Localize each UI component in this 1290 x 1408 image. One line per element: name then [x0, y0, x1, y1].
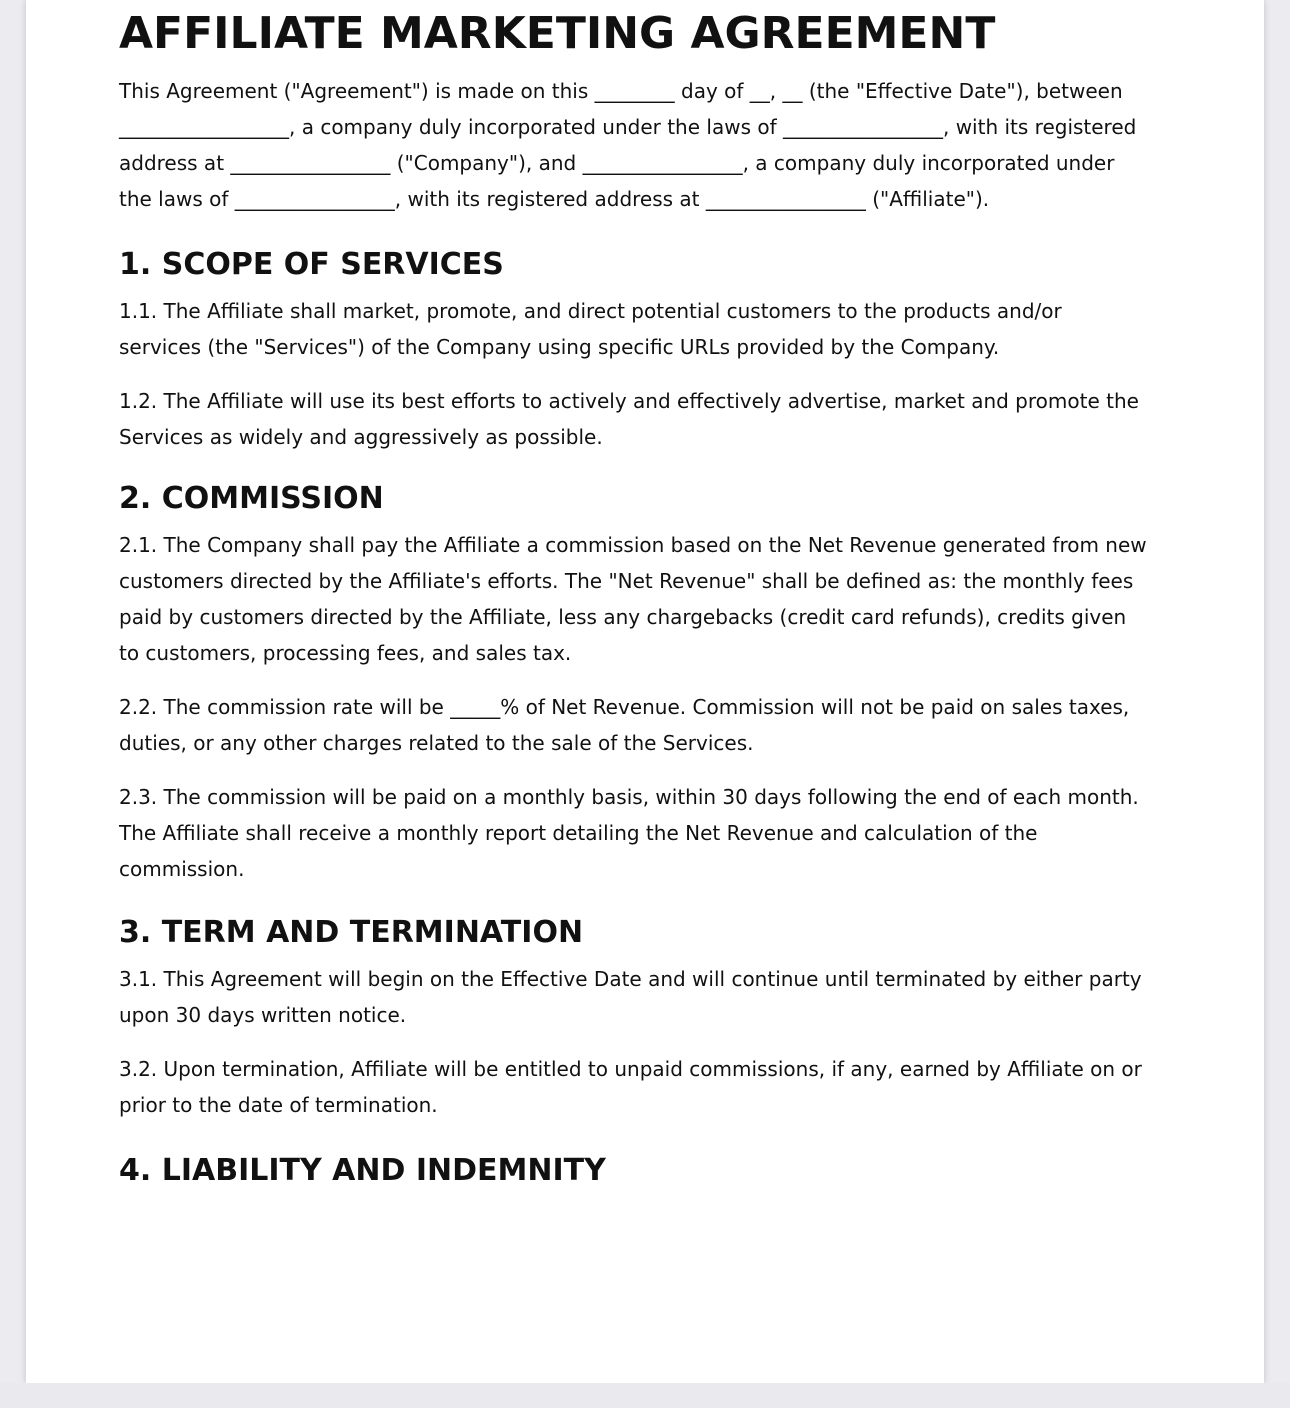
- document-content: [119, 0, 1149, 1189]
- section-heading-scope: 1. SCOPE OF SERVICES: [119, 247, 504, 282]
- document-page: [26, 0, 1264, 1383]
- clause-1-2: 1.2. The Affiliate will use its best efforts to actively and effectively advertise, market and promote the Services as widely and aggressively as possible.: [119, 389, 1139, 449]
- page-gap: [0, 1383, 1290, 1408]
- section-heading-commission: 2. COMMISSION: [119, 481, 384, 516]
- clause-2-2: 2.2. The commission rate will be _____% of Net Revenue. Commission will not be paid on sales taxes, duties, or any other charges related to the sale of the Services.: [119, 695, 1130, 755]
- clause-2-1: 2.1. The Company shall pay the Affiliate a commission based on the Net Revenue generated from new customers directed by the Affiliate's efforts. The "Net Revenue" shall be defined as: the monthly fees paid by customers directed by the Affiliate, less any chargebacks (credit card refunds), credits given to customers, processing fees, and sales tax.: [119, 533, 1147, 665]
- clause-1-1: 1.1. The Affiliate shall market, promote, and direct potential customers to the products and/or services (the "Services") of the Company using specific URLs provided by the Company.: [119, 299, 1062, 359]
- section-heading-liability: 4. LIABILITY AND INDEMNITY: [119, 1153, 606, 1188]
- clause-3-1: 3.1. This Agreement will begin on the Effective Date and will continue until terminated by either party upon 30 days written notice.: [119, 967, 1142, 1027]
- clause-2-3: 2.3. The commission will be paid on a monthly basis, within 30 days following the end of each month. The Affiliate shall receive a monthly report detailing the Net Revenue and calculation of the commission.: [119, 785, 1139, 881]
- clause-3-2: 3.2. Upon termination, Affiliate will be entitled to unpaid commissions, if any, earned by Affiliate on or prior to the date of termination.: [119, 1057, 1142, 1117]
- document-title: AFFILIATE MARKETING AGREEMENT: [119, 8, 996, 59]
- section-heading-term: 3. TERM AND TERMINATION: [119, 915, 584, 950]
- intro-paragraph: This Agreement ("Agreement") is made on this ________ day of __, __ (the "Effective Date"), between _________________, a company duly incorporated under the laws of ________________, with its registered address at ________________ ("Company"), and ________________, a company duly incorporated under the laws of ________________, with its registered address at ________________ ("Affiliate").: [119, 79, 1137, 211]
